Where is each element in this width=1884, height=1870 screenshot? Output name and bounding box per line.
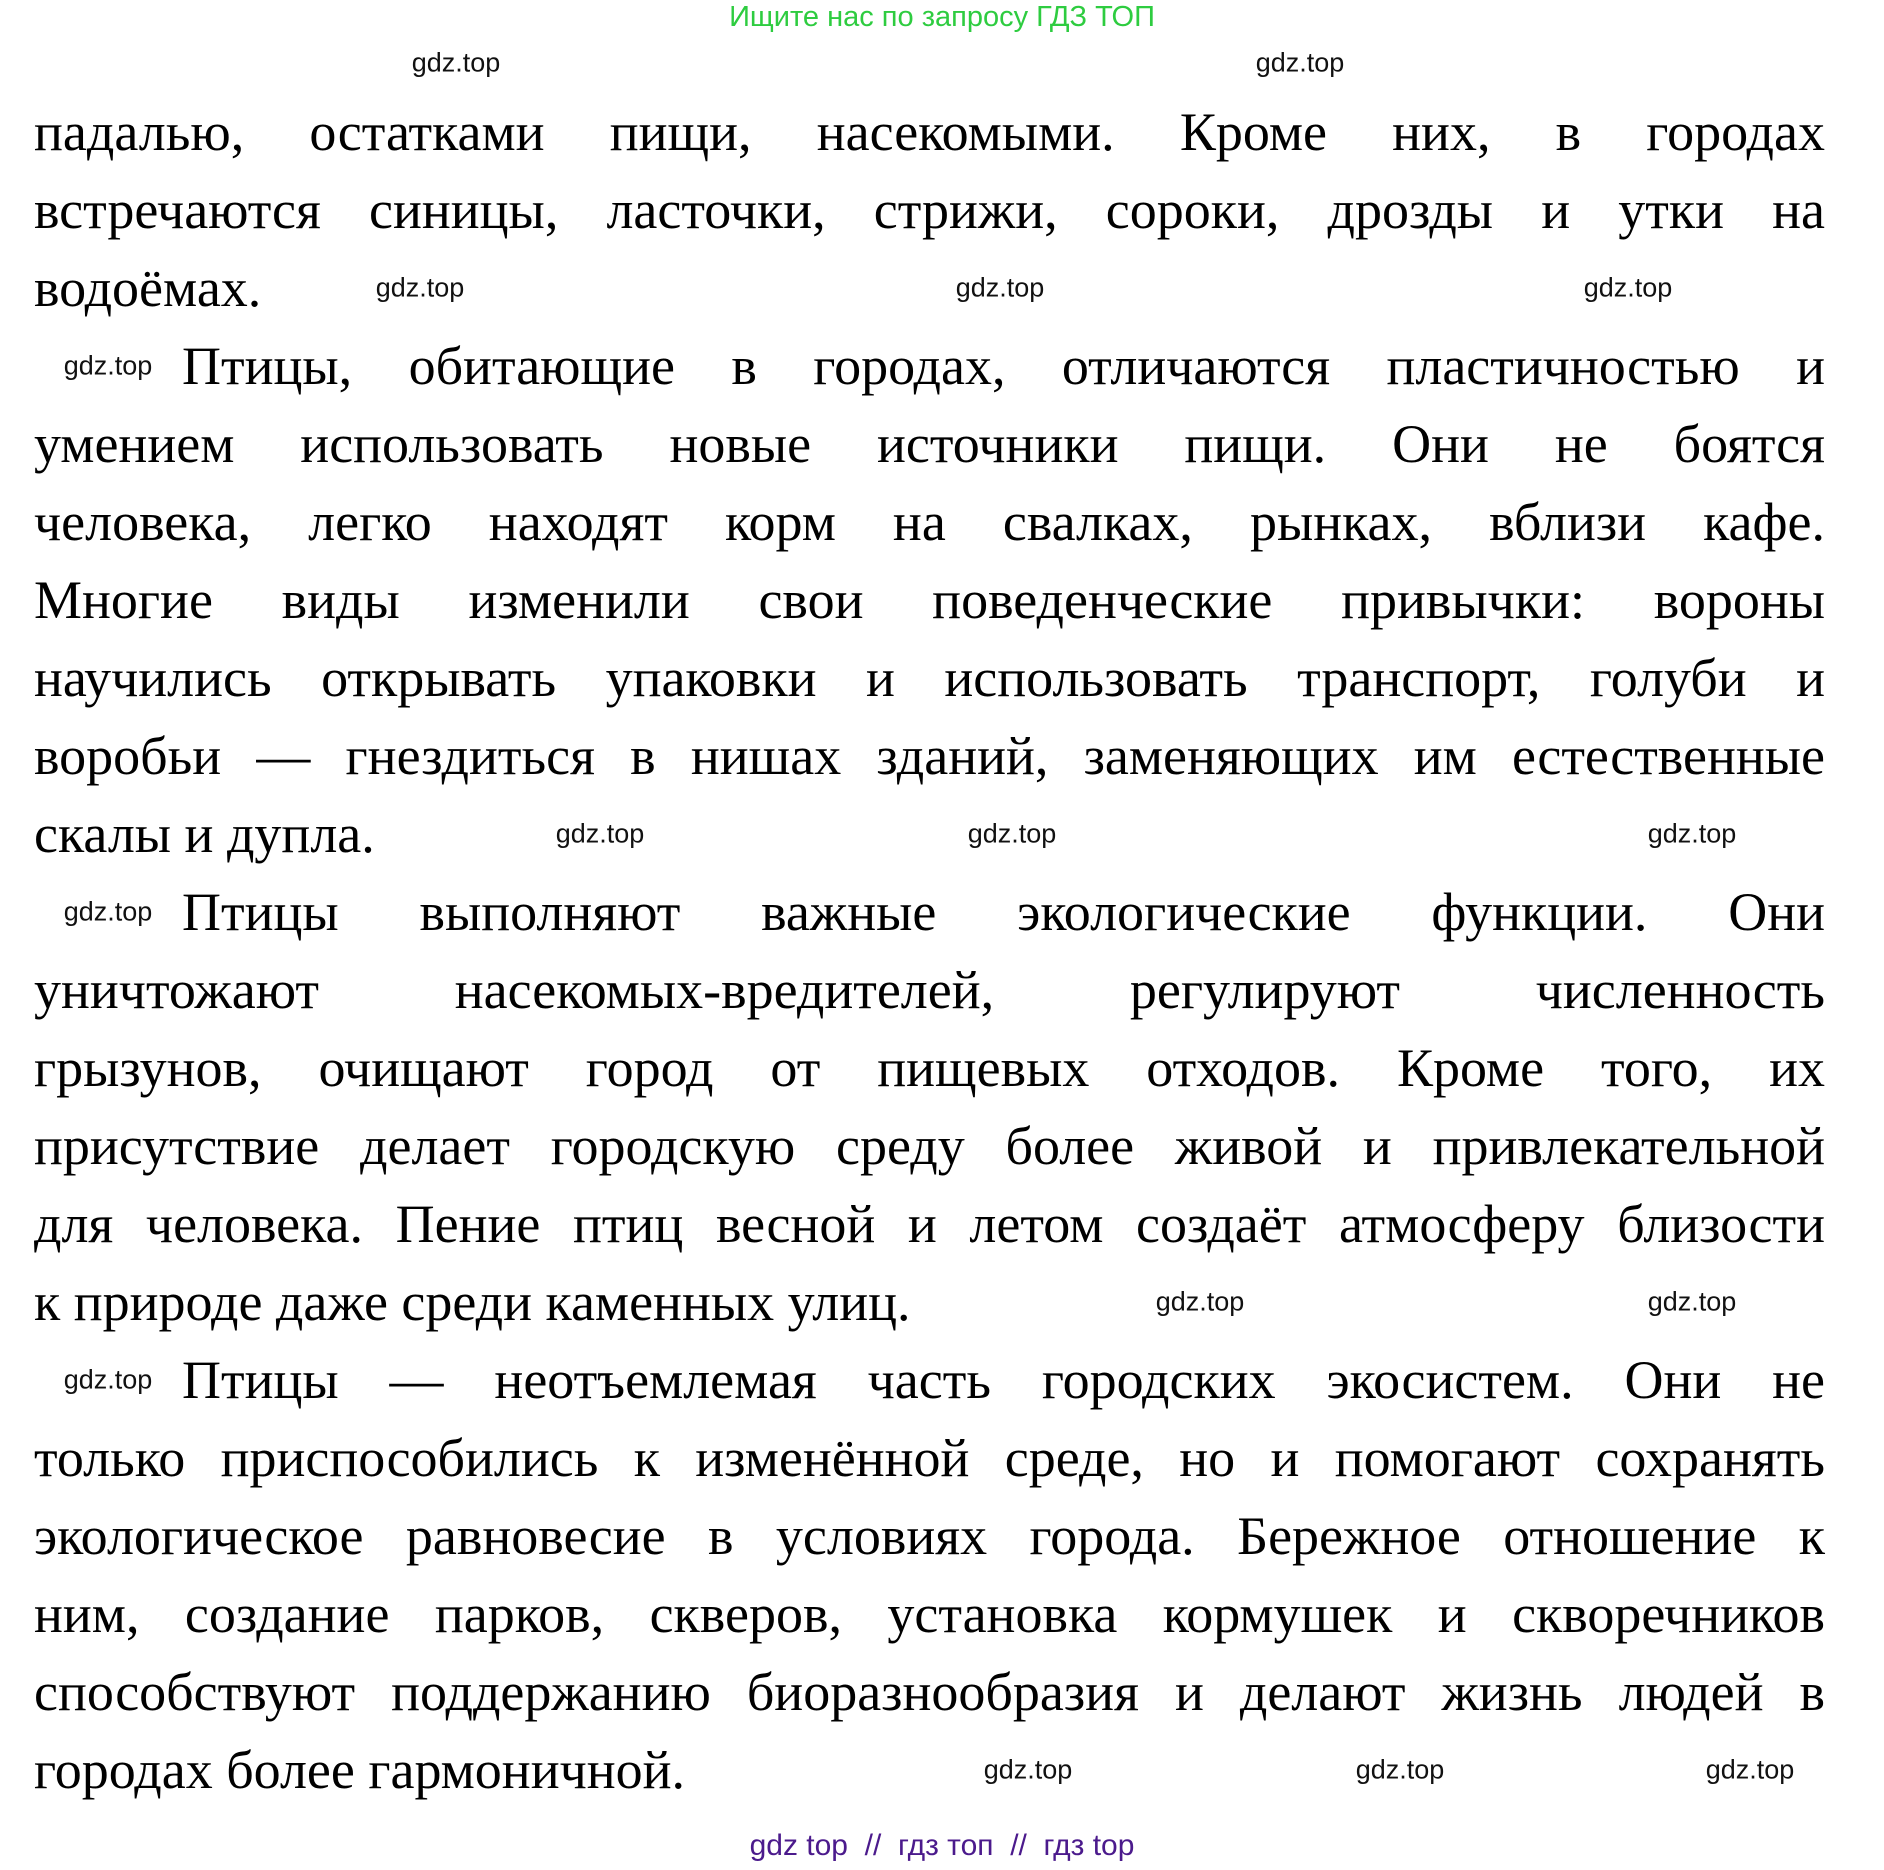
text-line: человека, легко находят корм на свалках, рынках, вблизи кафе. [34,492,1825,552]
text-line: только приспособились к изменённой среде, но и помогают сохранять [34,1428,1825,1488]
text-line: городах более гармоничной. [34,1740,686,1800]
watermark: gdz.top [63,1364,153,1395]
paragraph-start-line: Птицы выполняют важные экологические функции. Они [182,882,1825,942]
text-line: научились открывать упаковки и использовать транспорт, голуби и [34,648,1825,708]
text-line: грызунов, очищают город от пищевых отходов. Кроме того, их [34,1038,1825,1098]
paragraph-start-line: Птицы — неотъемлемая часть городских экосистем. Они не [182,1350,1825,1410]
watermark: gdz.top [1583,272,1673,303]
text-line: воробьи — гнездиться в нишах зданий, заменяющих им естественные [34,726,1825,786]
text-line: скалы и дупла. [34,804,375,864]
text-line: ним, создание парков, скверов, установка кормушек и скворечников [34,1584,1825,1644]
watermark: gdz.top [1647,818,1737,849]
text-line: для человека. Пение птиц весной и летом создаёт атмосферу близости [34,1194,1825,1254]
watermark: gdz.top [967,818,1057,849]
watermark: gdz.top [375,272,465,303]
text-line: к природе даже среди каменных улиц. [34,1272,911,1332]
watermark: gdz.top [1647,1286,1737,1317]
text-line: встречаются синицы, ласточки, стрижи, сороки, дрозды и утки на [34,180,1825,240]
watermark: gdz.top [955,272,1045,303]
watermark: gdz.top [1255,47,1345,78]
search-hint-banner: Ищите нас по запросу ГДЗ ТОП [729,1,1155,33]
text-line: экологическое равновесие в условиях города. Бережное отношение к [34,1506,1825,1566]
paragraph-start-line: Птицы, обитающие в городах, отличаются пластичностью и [182,336,1825,396]
text-line: способствуют поддержанию биоразнообразия и делают жизнь людей в [34,1662,1825,1722]
text-line: водоёмах. [34,258,262,318]
watermark: gdz.top [1355,1754,1445,1785]
footer-links: gdz top // гдз топ // гдз top [749,1829,1135,1862]
watermark: gdz.top [983,1754,1073,1785]
text-line: падалью, остатками пищи, насекомыми. Кроме них, в городах [34,102,1825,162]
watermark: gdz.top [555,818,645,849]
watermark: gdz.top [1705,1754,1795,1785]
text-line: уничтожают насекомых-вредителей, регулируют численность [34,960,1825,1020]
document-body [34,93,1825,1809]
watermark: gdz.top [63,896,153,927]
text-line: присутствие делает городскую среду более живой и привлекательной [34,1116,1825,1176]
watermark: gdz.top [1155,1286,1245,1317]
text-line: умением использовать новые источники пищи. Они не боятся [34,414,1825,474]
text-line: Многие виды изменили свои поведенческие привычки: вороны [34,570,1825,630]
watermark: gdz.top [411,47,501,78]
watermark: gdz.top [63,350,153,381]
